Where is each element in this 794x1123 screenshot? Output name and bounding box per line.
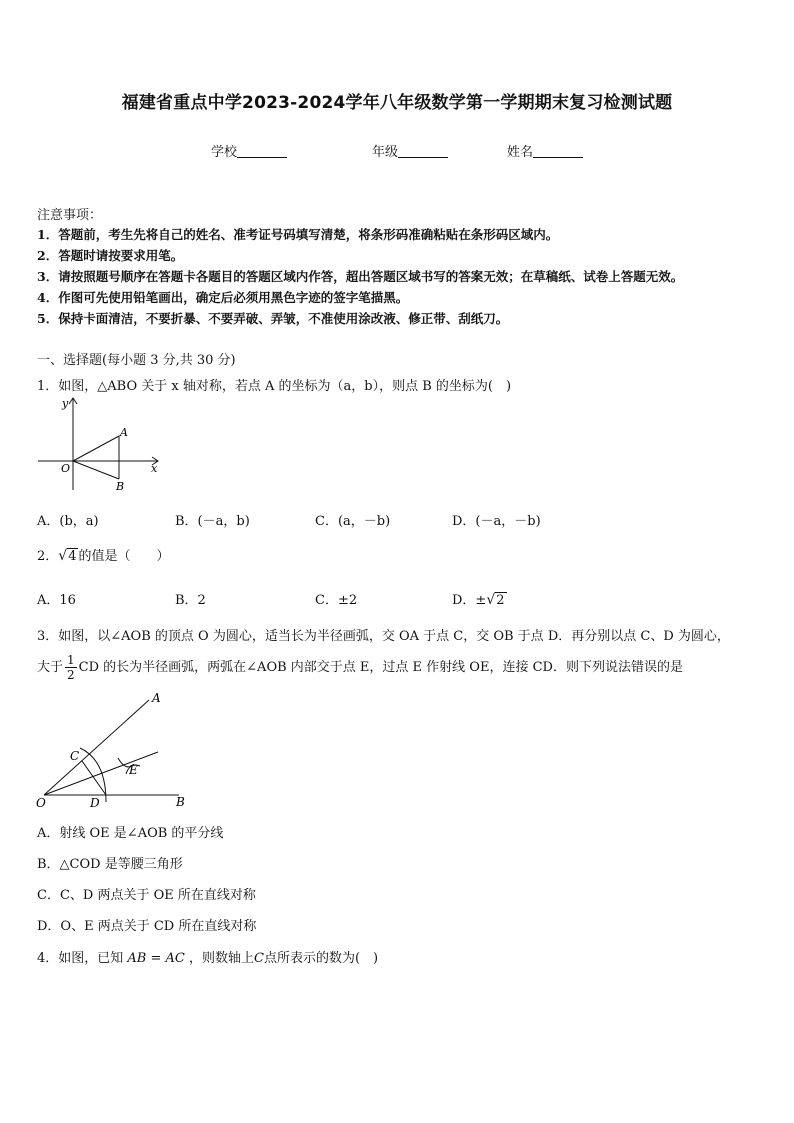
school-label: 学校 — [211, 145, 238, 160]
q3-label-a: A — [152, 691, 161, 705]
q3-label-o: O — [36, 796, 46, 810]
q3-option-d: D．O、E 两点关于 CD 所在直线对称 — [37, 919, 257, 934]
q3-label-c: C — [70, 749, 80, 763]
q1-option-a: A．(b，a) — [37, 514, 99, 529]
q3-option-a: A．射线 OE 是∠AOB 的平分线 — [37, 826, 224, 841]
q3-figure — [34, 690, 194, 812]
notes-title: 注意事项： — [37, 208, 103, 223]
note-item: 3．请按照题号顺序在答题卡各题目的答题区域内作答，超出答题区域书写的答案无效；在草稿纸、试卷上答题无效。 — [37, 269, 684, 284]
grade-field — [372, 141, 448, 160]
q2-option-d — [452, 589, 507, 608]
name-blank — [533, 144, 583, 158]
q3-label-b: B — [176, 795, 185, 809]
q4-mid: ，则数轴上 — [189, 951, 255, 966]
q4-math: AB = AC — [127, 951, 185, 966]
q2-sqrt: √4 — [58, 548, 77, 564]
page-title: 福建省重点中学2023-2024学年八年级数学第一学期期末复习检测试题 — [121, 93, 673, 113]
q3-frac-den: 2 — [67, 668, 75, 682]
q2-option-c: C．±2 — [315, 593, 358, 608]
q2-stem — [37, 545, 170, 564]
note-item: 2．答题时请按要求用笔。 — [37, 248, 184, 263]
school-blank — [237, 144, 287, 158]
q2-suffix: 的值是（ ） — [78, 549, 170, 564]
q3-line2-prefix: 大于 — [37, 660, 64, 675]
q1-option-b: B．(－a，b) — [175, 514, 250, 529]
q4-suffix: 点所表示的数为( ) — [263, 951, 379, 966]
section-heading: 一、选择题(每小题 3 分,共 30 分) — [37, 353, 236, 368]
q1-label-x: x — [151, 462, 158, 475]
q1-label-o: O — [61, 462, 71, 475]
q4-prefix: 4．如图，已知 — [37, 951, 124, 966]
q3-option-c: C．C、D 两点关于 OE 所在直线对称 — [37, 888, 256, 903]
q3-label-d: D — [90, 796, 100, 810]
q2-option-a: A．16 — [37, 593, 76, 608]
q2-option-d-sqrt: √2 — [486, 592, 505, 608]
q3-frac-num: 1 — [67, 653, 75, 667]
q3-fraction — [65, 653, 77, 682]
q3-option-b: B．△COD 是等腰三角形 — [37, 857, 183, 872]
q1-option-d: D．(－a，－b) — [452, 514, 541, 529]
q1-label-b: B — [116, 480, 125, 493]
q1-label-a: A — [120, 426, 128, 439]
q3-line2 — [37, 652, 683, 684]
q1-stem: 1．如图，△ABO 关于 x 轴对称，若点 A 的坐标为（a，b），则点 B 的坐标为( ) — [37, 379, 512, 394]
q2-option-d-radicand: 2 — [496, 593, 505, 608]
q1-option-c: C．(a，－b) — [315, 514, 391, 529]
q2-radicand: 4 — [68, 549, 77, 564]
q2-option-d-prefix: D．± — [452, 593, 487, 608]
school-field — [211, 141, 287, 160]
note-item: 5．保持卡面清洁，不要折暴、不要弄破、弄皱，不准使用涂改液、修正带、刮纸刀。 — [37, 311, 509, 326]
grade-label: 年级 — [372, 145, 399, 160]
q3-line2-suffix: CD 的长为半径画弧，两弧在∠AOB 内部交于点 E，过点 E 作射线 OE，连接 CD．则下列说法错误的是 — [78, 660, 683, 675]
q4-stem — [37, 947, 378, 966]
q1-label-y: y — [62, 397, 69, 410]
name-field — [507, 141, 583, 160]
grade-blank — [398, 144, 448, 158]
q3-line1: 3．如图，以∠AOB 的顶点 O 为圆心，适当长为半径画弧，交 OA 于点 C，交 OB 于点 D．再分别以点 C、D 为圆心， — [37, 629, 730, 644]
q2-option-b: B．2 — [175, 593, 206, 608]
note-item: 4．作图可先使用铅笔画出，确定后必须用黑色字迹的签字笔描黑。 — [37, 290, 409, 305]
q1-figure — [36, 394, 166, 494]
q4-var: C — [254, 951, 264, 966]
note-item: 1．答题前，考生先将自己的姓名、准考证号码填写清楚，将条形码准确粘贴在条形码区域内。 — [37, 227, 559, 242]
q3-label-e: E — [129, 763, 138, 777]
name-label: 姓名 — [507, 145, 534, 160]
q2-prefix: 2． — [37, 549, 59, 564]
